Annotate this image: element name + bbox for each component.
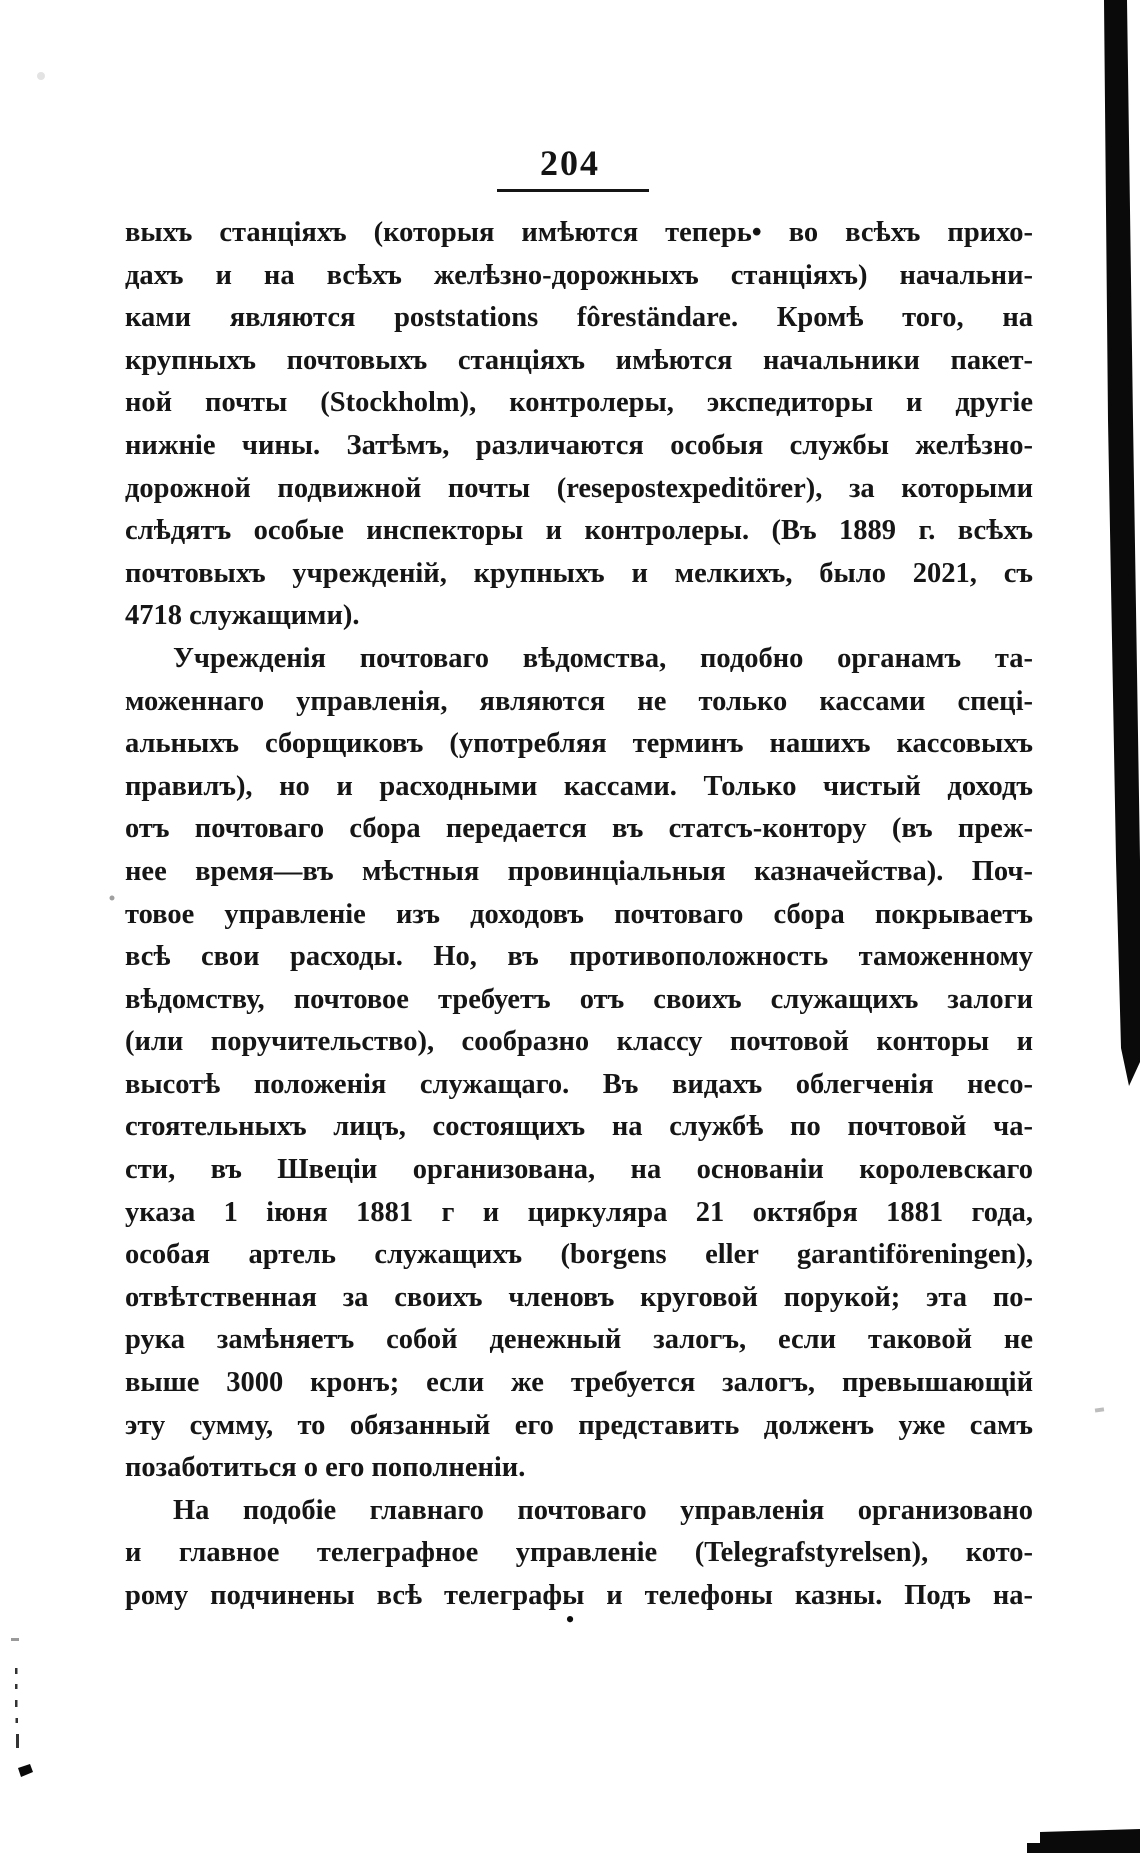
text-line-27: рука замѣняетъ собой денежный залогъ, если таковой не xyxy=(125,1324,1033,1356)
text-line-1: выхъ станціяхъ (которыя имѣются теперь• во всѣхъ прихо- xyxy=(125,217,1033,248)
page-number: 204 xyxy=(540,143,600,183)
text-line-19: вѣдомству, почтовое требуетъ отъ своихъ служащихъ залоги xyxy=(125,983,1033,1015)
text-line-11: Учрежденія почтоваго вѣдомства, подобно органамъ та- xyxy=(173,642,1033,674)
text-line-24: указа 1 іюня 1881 г и циркуляра 21 октября 1881 года, xyxy=(125,1196,1033,1228)
text-line-13: альныхъ сборщиковъ (употребляя терминъ нашихъ кассовыхъ xyxy=(125,728,1033,760)
text-line-15: отъ почтоваго сбора передается въ статсъ-контору (въ преж- xyxy=(125,813,1033,845)
text-line-28: выше 3000 кронъ; если же требуется залогъ, превышающій xyxy=(125,1367,1033,1399)
text-line-17: товое управленіе изъ доходовъ почтоваго сбора покрываетъ xyxy=(125,898,1033,930)
text-line-14: правилъ), но и расходными кассами. Только чистый доходъ xyxy=(125,770,1033,802)
scan-artifact-left-dash xyxy=(11,1638,19,1641)
text-line-6: нижніе чины. Затѣмъ, различаются особыя службы желѣзно- xyxy=(125,429,1033,461)
text-line-18: всѣ свои расходы. Но, въ противоположность таможенному xyxy=(125,941,1033,973)
scan-artifact-bottom-bar xyxy=(1027,1829,1140,1853)
text-line-8: слѣдятъ особые инспекторы и контролеры. (Въ 1889 г. всѣхъ xyxy=(125,515,1033,547)
text-line-2: дахъ и на всѣхъ желѣзно-дорожныхъ станціяхъ) начальни- xyxy=(125,259,1033,291)
text-line-33: рому подчинены всѣ телеграфы и телефоны казны. Подъ на- xyxy=(125,1580,1033,1611)
text-line-9: почтовыхъ учрежденій, крупныхъ и мелкихъ, было 2021, съ xyxy=(125,557,1033,589)
scan-artifact-right-dash xyxy=(1095,1407,1104,1412)
page-number-rule xyxy=(497,189,649,192)
text-line-29: эту сумму, то обязанный его представить долженъ уже самъ xyxy=(125,1409,1033,1441)
text-block xyxy=(125,212,1033,1618)
scan-artifact-margin-dot xyxy=(110,896,115,901)
text-line-21: высотѣ положенія служащаго. Въ видахъ облегченія несо- xyxy=(125,1068,1033,1100)
text-line-25: особая артель служащихъ (borgens eller garantiföreningen), xyxy=(125,1239,1033,1271)
text-line-22: стоятельныхъ лицъ, состоящихъ на службѣ по почтовой ча- xyxy=(125,1111,1033,1143)
text-line-20: (или поручительство), сообразно классу почтовой конторы и xyxy=(125,1026,1033,1058)
text-line-31: На подобіе главнаго почтоваго управленія организовано xyxy=(173,1494,1033,1526)
text-line-4: крупныхъ почтовыхъ станціяхъ имѣются начальники пакет- xyxy=(125,344,1033,376)
scan-artifact-left-blob xyxy=(18,1764,33,1777)
text-line-30: позаботиться о его пополненіи. xyxy=(125,1452,526,1484)
text-line-10: 4718 служащими). xyxy=(125,600,360,632)
text-line-7: дорожной подвижной почты (resepostexpeditörer), за которыми xyxy=(125,472,1033,504)
scan-artifact-left-dotted-line xyxy=(15,1668,19,1748)
text-line-26: отвѣтственная за своихъ членовъ круговой порукой; эта по- xyxy=(125,1281,1033,1313)
text-line-3: ками являются poststations fôreständare. Кромѣ того, на xyxy=(125,302,1033,334)
text-line-5: ной почты (Stockholm), контролеры, экспедиторы и другіе xyxy=(125,387,1033,419)
text-line-32: и главное телеграфное управленіе (Telegrafstyrelsen), кото- xyxy=(125,1537,1033,1569)
scan-artifact-topleft-dot xyxy=(37,72,45,80)
section-end-dot: • xyxy=(565,1605,575,1634)
text-line-12: моженнаго управленія, являются не только кассами спеці- xyxy=(125,685,1033,717)
text-line-23: сти, въ Швеціи организована, на основаніи королевскаго xyxy=(125,1154,1033,1186)
text-line-16: нее время—въ мѣстныя провинціальныя казначейства). Поч- xyxy=(125,855,1033,887)
